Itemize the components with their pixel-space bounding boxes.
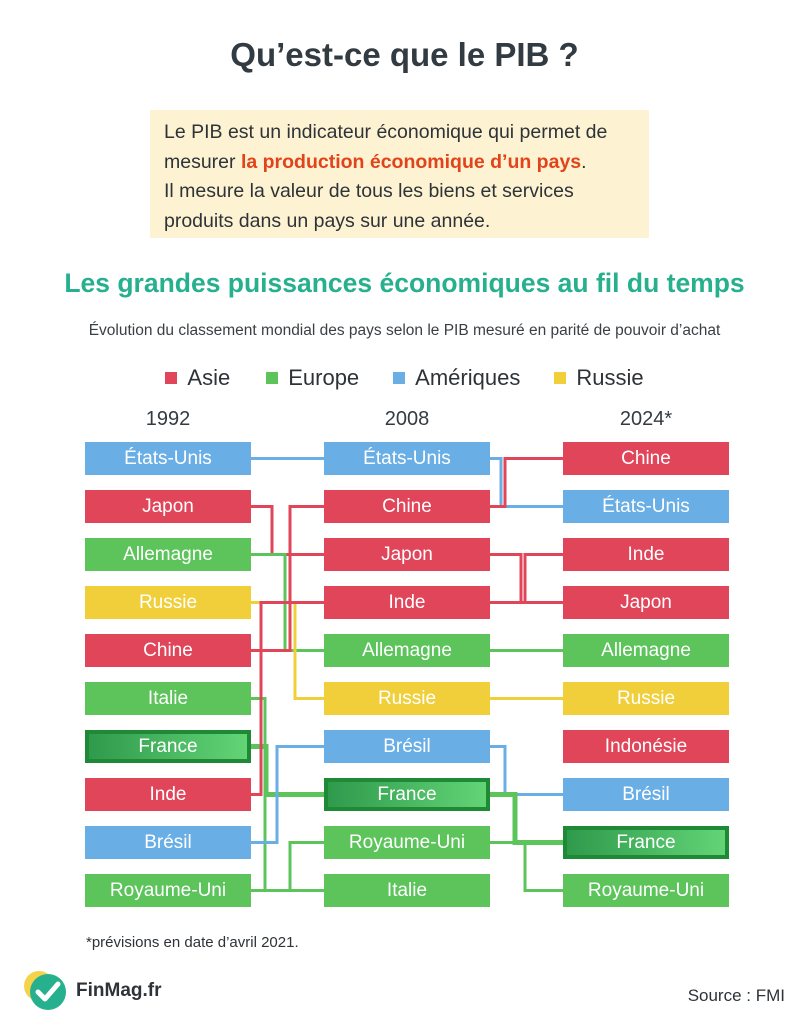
brand-name: FinMag.fr bbox=[76, 980, 162, 1001]
rank-box-2008-etats-unis: États-Unis bbox=[324, 442, 490, 475]
rank-box-2008-italie: Italie bbox=[324, 874, 490, 907]
rank-box-2024--russie: Russie bbox=[563, 682, 729, 715]
rank-box-2024--france: France bbox=[563, 826, 729, 859]
rank-box-2024--japon: Japon bbox=[563, 586, 729, 619]
rank-box-1992-royaume-uni: Royaume-Uni bbox=[85, 874, 251, 907]
connector-france-1 bbox=[490, 795, 563, 843]
rank-box-1992-russie: Russie bbox=[85, 586, 251, 619]
intro-line-2-pre: mesurer bbox=[164, 150, 241, 173]
rank-box-2008-france: France bbox=[324, 778, 490, 811]
rank-box-2024--royaume-uni: Royaume-Uni bbox=[563, 874, 729, 907]
legend-label-russie: Russie bbox=[576, 365, 644, 390]
year-label-2008: 2008 bbox=[384, 408, 430, 430]
source-note: Source : FMI bbox=[687, 986, 785, 1005]
rank-box-2008-allemagne: Allemagne bbox=[324, 634, 490, 667]
rank-box-2024--allemagne: Allemagne bbox=[563, 634, 729, 667]
year-label-2024: 2024* bbox=[619, 408, 673, 430]
rank-box-1992-japon: Japon bbox=[85, 490, 251, 523]
connector-japon-0 bbox=[251, 507, 324, 555]
finmag-logo-icon bbox=[22, 966, 70, 1014]
rank-box-2008-inde: Inde bbox=[324, 586, 490, 619]
year-label-1992: 1992 bbox=[145, 408, 191, 430]
rank-box-2008-russie: Russie bbox=[324, 682, 490, 715]
section-subtitle: Évolution du classement mondial des pays selon le PIB mesuré en parité de pouvoir d’achat bbox=[88, 322, 721, 339]
section-title: Les grandes puissances économiques au fil du temps bbox=[64, 268, 745, 298]
rank-box-2008-royaume-uni: Royaume-Uni bbox=[324, 826, 490, 859]
rank-box-1992-allemagne: Allemagne bbox=[85, 538, 251, 571]
rank-box-2008-bresil: Brésil bbox=[324, 730, 490, 763]
connector-royaume-uni-1 bbox=[490, 843, 563, 891]
footnote: *prévisions en date d’avril 2021. bbox=[86, 934, 299, 951]
connector-bresil-1 bbox=[490, 747, 563, 795]
rank-box-2024--etats-unis: États-Unis bbox=[563, 490, 729, 523]
intro-highlight: la production économique d’un pays bbox=[240, 150, 582, 173]
page-title: Qu’est-ce que le PIB ? bbox=[230, 36, 579, 73]
rank-box-1992-italie: Italie bbox=[85, 682, 251, 715]
rank-box-1992-etats-unis: États-Unis bbox=[85, 442, 251, 475]
rank-box-2024--indonesie: Indonésie bbox=[563, 730, 729, 763]
rank-box-2008-chine: Chine bbox=[324, 490, 490, 523]
connector-royaume-uni-0 bbox=[251, 843, 324, 891]
legend-label-ameriques: Amériques bbox=[415, 365, 521, 390]
intro-line-2-post: . bbox=[581, 150, 587, 173]
rank-box-1992-inde: Inde bbox=[85, 778, 251, 811]
rank-box-2024--bresil: Brésil bbox=[563, 778, 729, 811]
rank-box-2024--inde: Inde bbox=[563, 538, 729, 571]
rank-box-1992-france: France bbox=[85, 730, 251, 763]
intro-line-3: Il mesure la valeur de tous les biens et services bbox=[164, 180, 574, 202]
rank-box-1992-chine: Chine bbox=[85, 634, 251, 667]
intro-line-4: produits dans un pays sur une année. bbox=[164, 209, 491, 232]
rank-box-1992-bresil: Brésil bbox=[85, 826, 251, 859]
rank-box-2024--chine: Chine bbox=[563, 442, 729, 475]
connector-inde-1 bbox=[490, 555, 563, 603]
legend-label-asie: Asie bbox=[187, 365, 231, 390]
legend-label-europe: Europe bbox=[288, 365, 360, 390]
intro-line-1: Le PIB est un indicateur économique qui permet de bbox=[164, 121, 608, 143]
connector-etats-unis-1 bbox=[490, 459, 563, 507]
rank-box-2008-japon: Japon bbox=[324, 538, 490, 571]
